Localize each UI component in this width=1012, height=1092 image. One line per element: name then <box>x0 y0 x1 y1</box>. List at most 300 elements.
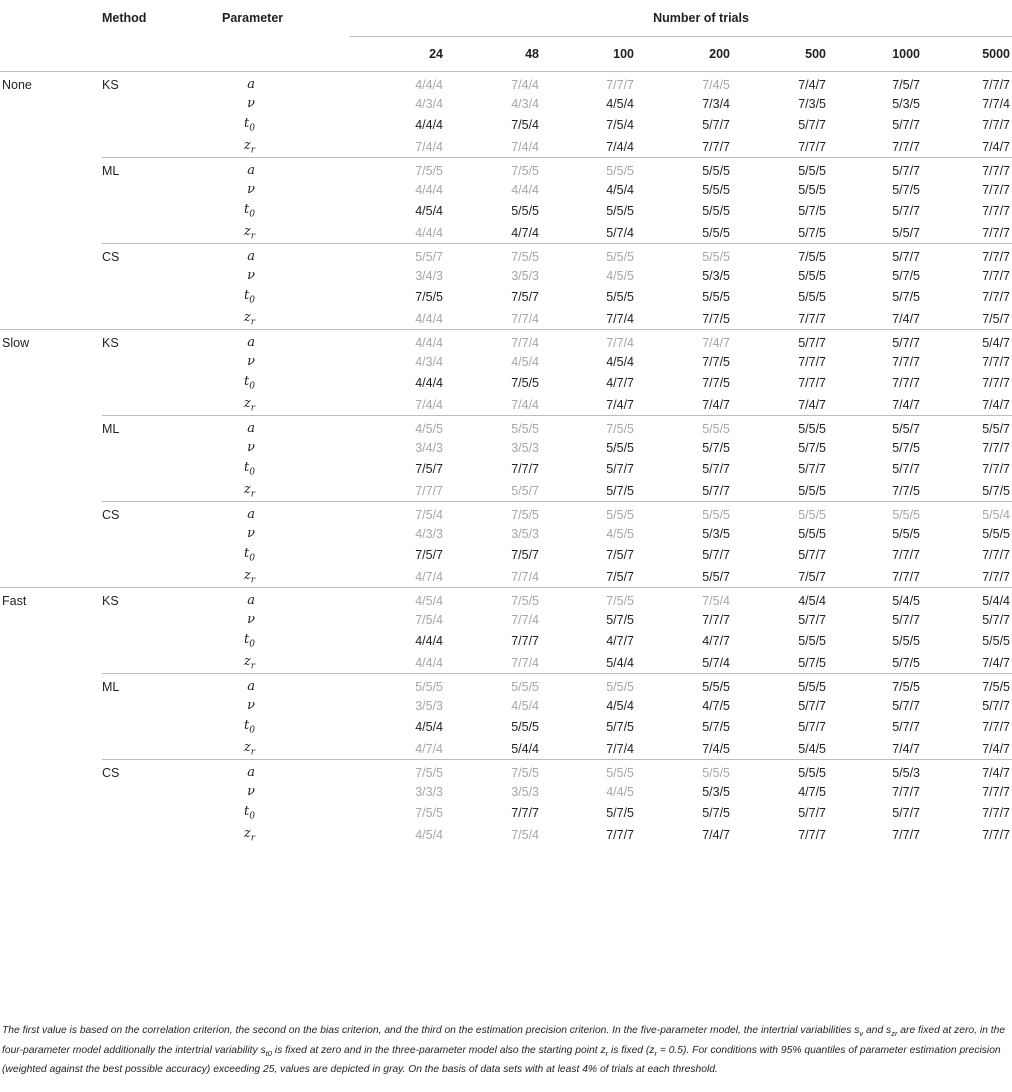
value-cell: 4/4/4 <box>415 311 443 326</box>
table-row <box>0 523 1012 545</box>
value-cell: 3/4/3 <box>415 268 443 283</box>
parameter-symbol <box>247 507 255 522</box>
value-cell: 5/5/5 <box>982 526 1011 541</box>
header-trials-48: 48 <box>445 37 541 72</box>
value-cell: 5/7/5 <box>892 182 920 197</box>
value-cell: 7/4/4 <box>511 139 539 154</box>
value-cell: 7/7/7 <box>982 204 1011 219</box>
parameter-main: a <box>247 765 255 780</box>
parameter-subscript: 0 <box>249 726 255 737</box>
condition-cell <box>0 222 102 244</box>
parameter-symbol <box>247 354 255 369</box>
value-cell: 5/7/7 <box>702 118 730 133</box>
value-cell: 5/5/5 <box>636 674 732 696</box>
table-footnote <box>2 1023 1010 1079</box>
footnote-sub-v: ν <box>859 1029 864 1039</box>
value-cell: 7/7/7 <box>982 548 1011 563</box>
value-cell: 5/4/5 <box>828 588 922 610</box>
method-cell: CS <box>102 760 222 782</box>
parameter-symbol <box>244 546 255 565</box>
value-cell: 7/7/7 <box>982 182 1011 197</box>
value-cell: 7/4/7 <box>982 397 1011 412</box>
table-row <box>0 394 1012 416</box>
value-cell: 5/4/7 <box>922 330 1012 352</box>
value-cell: 4/5/4 <box>606 354 634 369</box>
value-cell: 7/7/7 <box>982 354 1011 369</box>
value-cell: 5/5/5 <box>732 416 828 438</box>
value-cell: 5/7/7 <box>732 330 828 352</box>
condition-cell <box>0 738 102 760</box>
table-row <box>0 631 1012 653</box>
value-cell: 7/5/7 <box>511 290 539 305</box>
condition-cell <box>0 781 102 803</box>
method-cell <box>102 545 222 567</box>
method-cell: ML <box>102 674 222 696</box>
parameter-main: t <box>244 804 250 820</box>
table-row <box>0 244 1012 266</box>
parameter-symbol <box>243 395 255 414</box>
value-cell: 3/4/3 <box>415 440 443 455</box>
value-cell: 5/7/7 <box>828 330 922 352</box>
value-cell: 7/5/7 <box>415 548 443 563</box>
value-cell: 5/7/5 <box>892 440 920 455</box>
value-cell: 5/7/4 <box>702 655 730 670</box>
condition-cell <box>0 351 102 373</box>
table-row <box>0 760 1012 782</box>
value-cell: 5/5/5 <box>982 634 1011 649</box>
parameter-cell <box>222 308 350 330</box>
value-cell: 4/4/5 <box>606 784 634 799</box>
condition-cell <box>0 717 102 739</box>
value-cell: 5/5/5 <box>541 158 636 180</box>
parameter-cell <box>222 502 350 524</box>
table-row <box>0 330 1012 352</box>
parameter-cell <box>222 480 350 502</box>
value-cell: 5/5/5 <box>892 634 920 649</box>
parameter-symbol <box>247 784 255 799</box>
value-cell: 5/5/5 <box>798 483 826 498</box>
parameter-main: a <box>247 421 255 436</box>
value-cell: 4/7/5 <box>702 698 730 713</box>
value-cell: 7/7/7 <box>892 354 920 369</box>
table-row <box>0 179 1012 201</box>
value-cell: 7/4/4 <box>415 397 443 412</box>
value-cell: 5/5/5 <box>511 720 539 735</box>
value-cell: 5/5/5 <box>702 182 730 197</box>
value-cell: 3/5/3 <box>511 440 539 455</box>
value-cell: 5/5/5 <box>445 416 541 438</box>
header-trials-500: 500 <box>732 37 828 72</box>
value-cell: 5/5/7 <box>828 416 922 438</box>
footnote-text-6: = 0.5). For conditions with 95% quantiles of parameter estimation precision (weighted against the best possible accuracy) exceeding 25, values are depicted in gray. On the basis of data sets with at least 4% of trials at each threshold. <box>2 1044 1001 1076</box>
table-row <box>0 803 1012 825</box>
value-cell: 7/7/7 <box>982 462 1011 477</box>
value-cell: 4/7/5 <box>798 784 826 799</box>
value-cell: 7/4/4 <box>415 139 443 154</box>
value-cell: 5/7/7 <box>702 483 730 498</box>
value-cell: 7/7/7 <box>922 158 1012 180</box>
parameter-subscript: 0 <box>249 554 255 565</box>
parameter-symbol <box>244 718 255 737</box>
value-cell: 7/7/7 <box>798 376 826 391</box>
parameter-symbol <box>247 335 255 350</box>
parameter-main: z <box>243 309 251 325</box>
header-row-1 <box>0 0 1012 37</box>
value-cell: 5/5/3 <box>828 760 922 782</box>
table-row <box>0 437 1012 459</box>
parameter-main: ν <box>247 526 255 542</box>
parameter-symbol <box>243 567 255 586</box>
header-number-of-trials: Number of trials <box>653 11 749 25</box>
method-cell: CS <box>102 502 222 524</box>
value-cell: 7/5/5 <box>350 158 445 180</box>
value-cell: 5/5/7 <box>702 569 730 584</box>
parameter-cell <box>222 781 350 803</box>
value-cell: 7/5/5 <box>445 588 541 610</box>
footnote-sub-t0: t0 <box>265 1048 272 1058</box>
parameter-symbol <box>247 593 255 608</box>
value-cell: 5/5/5 <box>636 158 732 180</box>
value-cell: 4/7/4 <box>415 741 443 756</box>
condition-cell <box>0 158 102 180</box>
value-cell: 7/4/7 <box>892 397 920 412</box>
value-cell: 7/5/5 <box>415 290 443 305</box>
value-cell: 5/5/7 <box>350 244 445 266</box>
method-cell <box>102 437 222 459</box>
value-cell: 7/4/5 <box>636 72 732 94</box>
header-trials-1000: 1000 <box>828 37 922 72</box>
parameter-main: z <box>243 481 251 497</box>
condition-cell <box>0 674 102 696</box>
condition-cell <box>0 308 102 330</box>
table-row <box>0 351 1012 373</box>
condition-cell <box>0 179 102 201</box>
parameter-subscript: 0 <box>249 210 255 221</box>
value-cell: 7/5/5 <box>922 674 1012 696</box>
parameter-cell <box>222 803 350 825</box>
parameter-symbol <box>243 223 255 242</box>
parameter-symbol <box>247 440 255 455</box>
parameter-cell <box>222 373 350 395</box>
value-cell: 5/7/7 <box>798 806 826 821</box>
header-trials-200: 200 <box>636 37 732 72</box>
parameter-subscript: 0 <box>249 640 255 651</box>
parameter-cell <box>222 72 350 94</box>
value-cell: 7/4/7 <box>892 741 920 756</box>
parameter-symbol <box>243 137 255 156</box>
parameter-main: ν <box>247 354 255 370</box>
parameter-symbol <box>247 249 255 264</box>
condition-cell <box>0 695 102 717</box>
value-cell: 5/5/5 <box>541 760 636 782</box>
parameter-symbol <box>247 679 255 694</box>
value-cell: 5/5/5 <box>798 268 826 283</box>
value-cell: 5/7/7 <box>828 158 922 180</box>
parameter-cell <box>222 588 350 610</box>
method-cell <box>102 609 222 631</box>
value-cell: 7/5/5 <box>445 760 541 782</box>
footnote-text-5: is fixed (z <box>608 1044 655 1056</box>
value-cell: 4/5/4 <box>606 698 634 713</box>
value-cell: 3/5/3 <box>511 526 539 541</box>
value-cell: 4/5/5 <box>350 416 445 438</box>
value-cell: 7/7/7 <box>892 376 920 391</box>
table-row <box>0 717 1012 739</box>
value-cell: 4/7/7 <box>702 634 730 649</box>
parameter-cell <box>222 738 350 760</box>
value-cell: 5/7/7 <box>982 612 1011 627</box>
value-cell: 4/5/4 <box>415 827 443 842</box>
table-row <box>0 265 1012 287</box>
parameter-cell <box>222 437 350 459</box>
condition-cell <box>0 652 102 674</box>
value-cell: 5/5/5 <box>636 760 732 782</box>
value-cell: 7/5/5 <box>732 244 828 266</box>
value-cell: 7/7/5 <box>702 354 730 369</box>
value-cell: 4/5/4 <box>511 354 539 369</box>
parameter-cell <box>222 287 350 309</box>
parameter-symbol <box>243 309 255 328</box>
table-row <box>0 695 1012 717</box>
value-cell: 7/7/7 <box>511 634 539 649</box>
value-cell: 5/7/7 <box>798 720 826 735</box>
condition-cell <box>0 760 102 782</box>
parameter-subscript: r <box>250 747 255 758</box>
value-cell: 5/7/5 <box>982 483 1011 498</box>
value-cell: 7/7/7 <box>982 440 1011 455</box>
method-cell <box>102 652 222 674</box>
parameter-cell <box>222 330 350 352</box>
value-cell: 5/3/5 <box>702 268 730 283</box>
parameter-main: ν <box>247 612 255 628</box>
value-cell: 5/7/5 <box>892 290 920 305</box>
condition-cell <box>0 201 102 223</box>
parameter-symbol <box>247 77 255 92</box>
table-row <box>0 201 1012 223</box>
value-cell: 5/7/7 <box>828 244 922 266</box>
method-cell <box>102 136 222 158</box>
condition-cell <box>0 545 102 567</box>
value-cell: 7/7/7 <box>798 354 826 369</box>
value-cell: 5/5/5 <box>732 502 828 524</box>
value-cell: 7/5/5 <box>541 416 636 438</box>
value-cell: 5/3/5 <box>892 96 920 111</box>
value-cell: 7/7/7 <box>541 72 636 94</box>
parameter-cell <box>222 158 350 180</box>
method-cell <box>102 523 222 545</box>
value-cell: 7/7/7 <box>702 139 730 154</box>
value-cell: 7/7/7 <box>982 118 1011 133</box>
value-cell: 5/5/5 <box>636 416 732 438</box>
method-cell <box>102 695 222 717</box>
parameter-subscript: r <box>250 145 255 156</box>
value-cell: 5/7/7 <box>892 118 920 133</box>
footnote-sub-r2: r <box>654 1048 657 1058</box>
value-cell: 5/5/5 <box>732 674 828 696</box>
condition-cell <box>0 115 102 137</box>
parameter-symbol <box>247 163 255 178</box>
header-trials-100: 100 <box>541 37 636 72</box>
method-cell <box>102 308 222 330</box>
parameter-cell <box>222 265 350 287</box>
parameter-symbol <box>247 182 255 197</box>
value-cell: 4/4/4 <box>415 225 443 240</box>
value-cell: 7/4/5 <box>702 741 730 756</box>
value-cell: 7/3/5 <box>798 96 826 111</box>
value-cell: 4/4/4 <box>415 182 443 197</box>
value-cell: 7/7/7 <box>982 290 1011 305</box>
table-row <box>0 566 1012 588</box>
condition-cell <box>0 459 102 481</box>
value-cell: 7/7/4 <box>511 569 539 584</box>
value-cell: 5/3/5 <box>702 526 730 541</box>
value-cell: 7/5/5 <box>541 588 636 610</box>
method-cell: KS <box>102 72 222 94</box>
condition-cell: None <box>0 72 102 94</box>
header-method: Method <box>102 11 147 26</box>
method-cell <box>102 738 222 760</box>
value-cell: 5/5/5 <box>798 290 826 305</box>
value-cell: 5/5/5 <box>541 674 636 696</box>
value-cell: 7/5/5 <box>445 502 541 524</box>
value-cell: 7/5/7 <box>511 548 539 563</box>
value-cell: 7/7/7 <box>982 827 1011 842</box>
value-cell: 5/5/5 <box>702 290 730 305</box>
value-cell: 7/7/7 <box>702 612 730 627</box>
parameter-main: a <box>247 679 255 694</box>
condition-cell <box>0 287 102 309</box>
value-cell: 5/5/5 <box>828 502 922 524</box>
parameter-symbol <box>244 460 255 479</box>
method-cell <box>102 566 222 588</box>
parameter-cell <box>222 115 350 137</box>
parameter-cell <box>222 394 350 416</box>
value-cell: 5/4/5 <box>798 741 826 756</box>
value-cell: 7/7/7 <box>415 483 443 498</box>
parameter-main: z <box>243 567 251 583</box>
parameter-cell <box>222 717 350 739</box>
parameter-symbol <box>247 765 255 780</box>
parameter-cell <box>222 566 350 588</box>
condition-cell <box>0 416 102 438</box>
parameter-cell <box>222 760 350 782</box>
value-cell: 5/5/5 <box>702 225 730 240</box>
parameter-cell <box>222 824 350 846</box>
parameter-main: a <box>247 163 255 178</box>
value-cell: 7/5/7 <box>415 462 443 477</box>
value-cell: 4/4/4 <box>350 72 445 94</box>
parameter-symbol <box>247 526 255 541</box>
value-cell: 4/4/4 <box>511 182 539 197</box>
parameter-subscript: r <box>250 661 255 672</box>
parameter-subscript: r <box>250 231 255 242</box>
table-row <box>0 136 1012 158</box>
value-cell: 7/7/7 <box>982 569 1011 584</box>
value-cell: 5/7/7 <box>892 612 920 627</box>
condition-cell <box>0 523 102 545</box>
method-cell <box>102 631 222 653</box>
condition-cell <box>0 93 102 115</box>
parameter-symbol <box>247 421 255 436</box>
value-cell: 4/5/4 <box>511 698 539 713</box>
value-cell: 5/5/5 <box>798 634 826 649</box>
value-cell: 5/7/5 <box>892 268 920 283</box>
value-cell: 7/4/4 <box>445 72 541 94</box>
value-cell: 7/7/7 <box>922 244 1012 266</box>
value-cell: 7/5/7 <box>798 569 826 584</box>
value-cell: 5/7/7 <box>798 548 826 563</box>
value-cell: 4/7/4 <box>511 225 539 240</box>
value-cell: 7/7/5 <box>892 483 920 498</box>
table-row <box>0 72 1012 94</box>
value-cell: 7/5/5 <box>445 158 541 180</box>
parameter-main: ν <box>247 440 255 456</box>
value-cell: 7/5/4 <box>606 118 634 133</box>
condition-cell <box>0 244 102 266</box>
value-cell: 5/5/5 <box>606 440 634 455</box>
value-cell: 5/5/5 <box>350 674 445 696</box>
parameter-subscript: 0 <box>249 382 255 393</box>
parameter-cell <box>222 222 350 244</box>
value-cell: 7/5/4 <box>415 612 443 627</box>
value-cell: 5/7/5 <box>798 440 826 455</box>
parameter-cell <box>222 136 350 158</box>
method-cell <box>102 459 222 481</box>
method-cell <box>102 781 222 803</box>
parameter-main: ν <box>247 268 255 284</box>
value-cell: 7/7/7 <box>982 268 1011 283</box>
parameter-cell <box>222 674 350 696</box>
value-cell: 5/7/7 <box>702 548 730 563</box>
value-cell: 7/5/7 <box>606 548 634 563</box>
parameter-main: z <box>243 223 251 239</box>
method-cell: KS <box>102 588 222 610</box>
parameter-subscript: 0 <box>249 296 255 307</box>
value-cell: 4/3/3 <box>415 526 443 541</box>
value-cell: 5/7/7 <box>798 698 826 713</box>
value-cell: 5/5/7 <box>892 225 920 240</box>
header-condition <box>0 0 102 37</box>
value-cell: 5/7/5 <box>702 806 730 821</box>
value-cell: 7/5/5 <box>350 760 445 782</box>
parameter-symbol <box>247 698 255 713</box>
table-row <box>0 115 1012 137</box>
parameter-cell <box>222 545 350 567</box>
value-cell: 5/7/5 <box>606 483 634 498</box>
method-cell <box>102 93 222 115</box>
parameter-main: t <box>244 632 250 648</box>
value-cell: 4/5/4 <box>606 96 634 111</box>
value-cell: 4/5/4 <box>415 204 443 219</box>
value-cell: 3/3/3 <box>415 784 443 799</box>
value-cell: 7/7/7 <box>922 72 1012 94</box>
value-cell: 4/4/4 <box>415 118 443 133</box>
value-cell: 5/5/5 <box>636 244 732 266</box>
table-row <box>0 674 1012 696</box>
parameter-symbol <box>243 739 255 758</box>
condition-cell <box>0 437 102 459</box>
value-cell: 5/7/7 <box>606 462 634 477</box>
footnote-text-4: is fixed at zero and in the three-parameter model also the starting point z <box>271 1044 606 1056</box>
value-cell: 5/7/5 <box>798 204 826 219</box>
parameter-cell <box>222 631 350 653</box>
value-cell: 5/7/7 <box>892 720 920 735</box>
parameter-main: t <box>244 116 250 132</box>
condition-cell: Fast <box>0 588 102 610</box>
parameter-subscript: r <box>250 575 255 586</box>
value-cell: 4/5/5 <box>606 268 634 283</box>
value-cell: 5/7/5 <box>702 440 730 455</box>
